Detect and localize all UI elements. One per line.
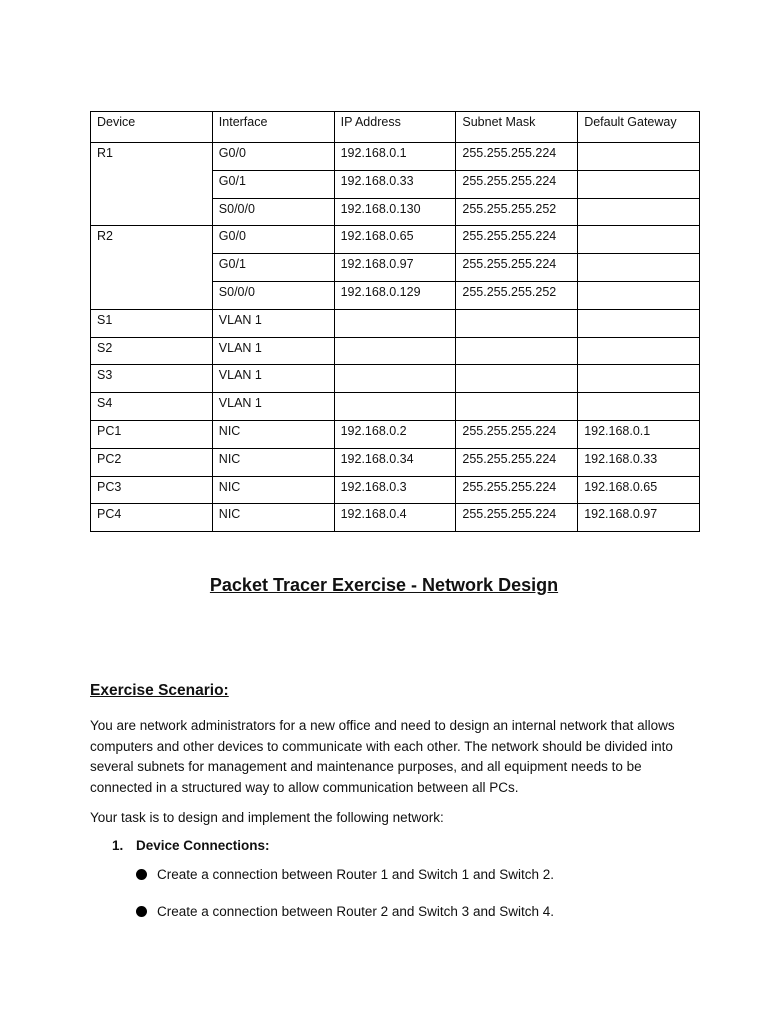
header-subnet-mask: Subnet Mask — [456, 112, 578, 143]
header-interface: Interface — [212, 112, 334, 143]
table-row — [91, 420, 700, 448]
cell-ip: 192.168.0.129 — [334, 281, 456, 309]
list-heading: Device Connections: — [136, 838, 270, 853]
cell-ip: 192.168.0.34 — [334, 448, 456, 476]
cell-device — [91, 198, 213, 226]
cell-gateway — [578, 198, 700, 226]
cell-interface: G0/0 — [212, 143, 334, 171]
scenario-paragraph: You are network administrators for a new office and need to design an internal network that allows computers and other devices to communicate with each other. The network should be divided into several subnets for management and maintenance purposes, and all equipment needs to be connected in a structured way to allow communication between all PCs. — [90, 718, 675, 795]
table-row — [91, 170, 700, 198]
cell-mask: 255.255.255.224 — [456, 448, 578, 476]
cell-mask: 255.255.255.224 — [456, 504, 578, 532]
cell-gateway — [578, 170, 700, 198]
cell-interface: G0/1 — [212, 254, 334, 282]
cell-interface: G0/0 — [212, 226, 334, 254]
cell-device — [91, 281, 213, 309]
cell-device: PC3 — [91, 476, 213, 504]
bullet-icon — [136, 906, 147, 917]
cell-mask — [456, 365, 578, 393]
cell-gateway — [578, 254, 700, 282]
cell-device: R1 — [91, 143, 213, 171]
cell-interface: S0/0/0 — [212, 281, 334, 309]
cell-interface: NIC — [212, 476, 334, 504]
cell-gateway: 192.168.0.65 — [578, 476, 700, 504]
cell-gateway — [578, 365, 700, 393]
cell-device: S1 — [91, 309, 213, 337]
header-device: Device — [91, 112, 213, 143]
cell-device: S2 — [91, 337, 213, 365]
table-row — [91, 254, 700, 282]
table-row — [91, 143, 700, 171]
cell-mask — [456, 309, 578, 337]
cell-interface: NIC — [212, 448, 334, 476]
cell-mask: 255.255.255.252 — [456, 281, 578, 309]
cell-gateway: 192.168.0.97 — [578, 504, 700, 532]
table-row — [91, 476, 700, 504]
table-row — [91, 448, 700, 476]
cell-device: PC4 — [91, 504, 213, 532]
bullet-text: Create a connection between Router 2 and Switch 3 and Switch 4. — [157, 904, 554, 919]
bullet-item — [136, 867, 554, 882]
cell-interface: VLAN 1 — [212, 393, 334, 421]
cell-mask: 255.255.255.224 — [456, 170, 578, 198]
cell-mask: 255.255.255.224 — [456, 476, 578, 504]
cell-gateway — [578, 337, 700, 365]
cell-ip — [334, 337, 456, 365]
cell-ip: 192.168.0.130 — [334, 198, 456, 226]
cell-ip: 192.168.0.3 — [334, 476, 456, 504]
cell-interface: VLAN 1 — [212, 309, 334, 337]
cell-device: S4 — [91, 393, 213, 421]
numbered-list-item — [112, 838, 270, 853]
cell-gateway: 192.168.0.33 — [578, 448, 700, 476]
table-row — [91, 393, 700, 421]
cell-gateway — [578, 393, 700, 421]
cell-ip — [334, 393, 456, 421]
table-header-row — [91, 112, 700, 143]
cell-interface: VLAN 1 — [212, 365, 334, 393]
cell-gateway: 192.168.0.1 — [578, 420, 700, 448]
cell-device: PC2 — [91, 448, 213, 476]
cell-mask: 255.255.255.224 — [456, 254, 578, 282]
cell-ip: 192.168.0.97 — [334, 254, 456, 282]
cell-gateway — [578, 226, 700, 254]
header-ip-address: IP Address — [334, 112, 456, 143]
cell-interface: S0/0/0 — [212, 198, 334, 226]
cell-mask: 255.255.255.252 — [456, 198, 578, 226]
table-row — [91, 198, 700, 226]
cell-mask: 255.255.255.224 — [456, 420, 578, 448]
cell-gateway — [578, 143, 700, 171]
cell-ip — [334, 309, 456, 337]
cell-gateway — [578, 309, 700, 337]
table-row — [91, 365, 700, 393]
cell-ip — [334, 365, 456, 393]
addressing-table — [90, 111, 700, 532]
cell-ip: 192.168.0.1 — [334, 143, 456, 171]
cell-device — [91, 254, 213, 282]
table-row — [91, 504, 700, 532]
task-paragraph: Your task is to design and implement the following network: — [90, 810, 444, 825]
header-default-gateway: Default Gateway — [578, 112, 700, 143]
cell-ip: 192.168.0.33 — [334, 170, 456, 198]
cell-device: PC1 — [91, 420, 213, 448]
cell-device: R2 — [91, 226, 213, 254]
scenario-heading: Exercise Scenario: — [90, 682, 229, 699]
cell-ip: 192.168.0.65 — [334, 226, 456, 254]
list-number: 1. — [112, 838, 124, 853]
cell-ip: 192.168.0.2 — [334, 420, 456, 448]
cell-mask — [456, 393, 578, 421]
cell-ip: 192.168.0.4 — [334, 504, 456, 532]
cell-interface: G0/1 — [212, 170, 334, 198]
page-title: Packet Tracer Exercise - Network Design — [209, 575, 559, 595]
bullet-item — [136, 904, 554, 919]
table-row — [91, 337, 700, 365]
table-row — [91, 226, 700, 254]
cell-gateway — [578, 281, 700, 309]
cell-interface: NIC — [212, 420, 334, 448]
bullet-text: Create a connection between Router 1 and Switch 1 and Switch 2. — [157, 867, 554, 882]
cell-mask: 255.255.255.224 — [456, 226, 578, 254]
cell-mask — [456, 337, 578, 365]
cell-device — [91, 170, 213, 198]
cell-interface: VLAN 1 — [212, 337, 334, 365]
cell-mask: 255.255.255.224 — [456, 143, 578, 171]
cell-interface: NIC — [212, 504, 334, 532]
table-row — [91, 309, 700, 337]
bullet-icon — [136, 869, 147, 880]
cell-device: S3 — [91, 365, 213, 393]
table-row — [91, 281, 700, 309]
